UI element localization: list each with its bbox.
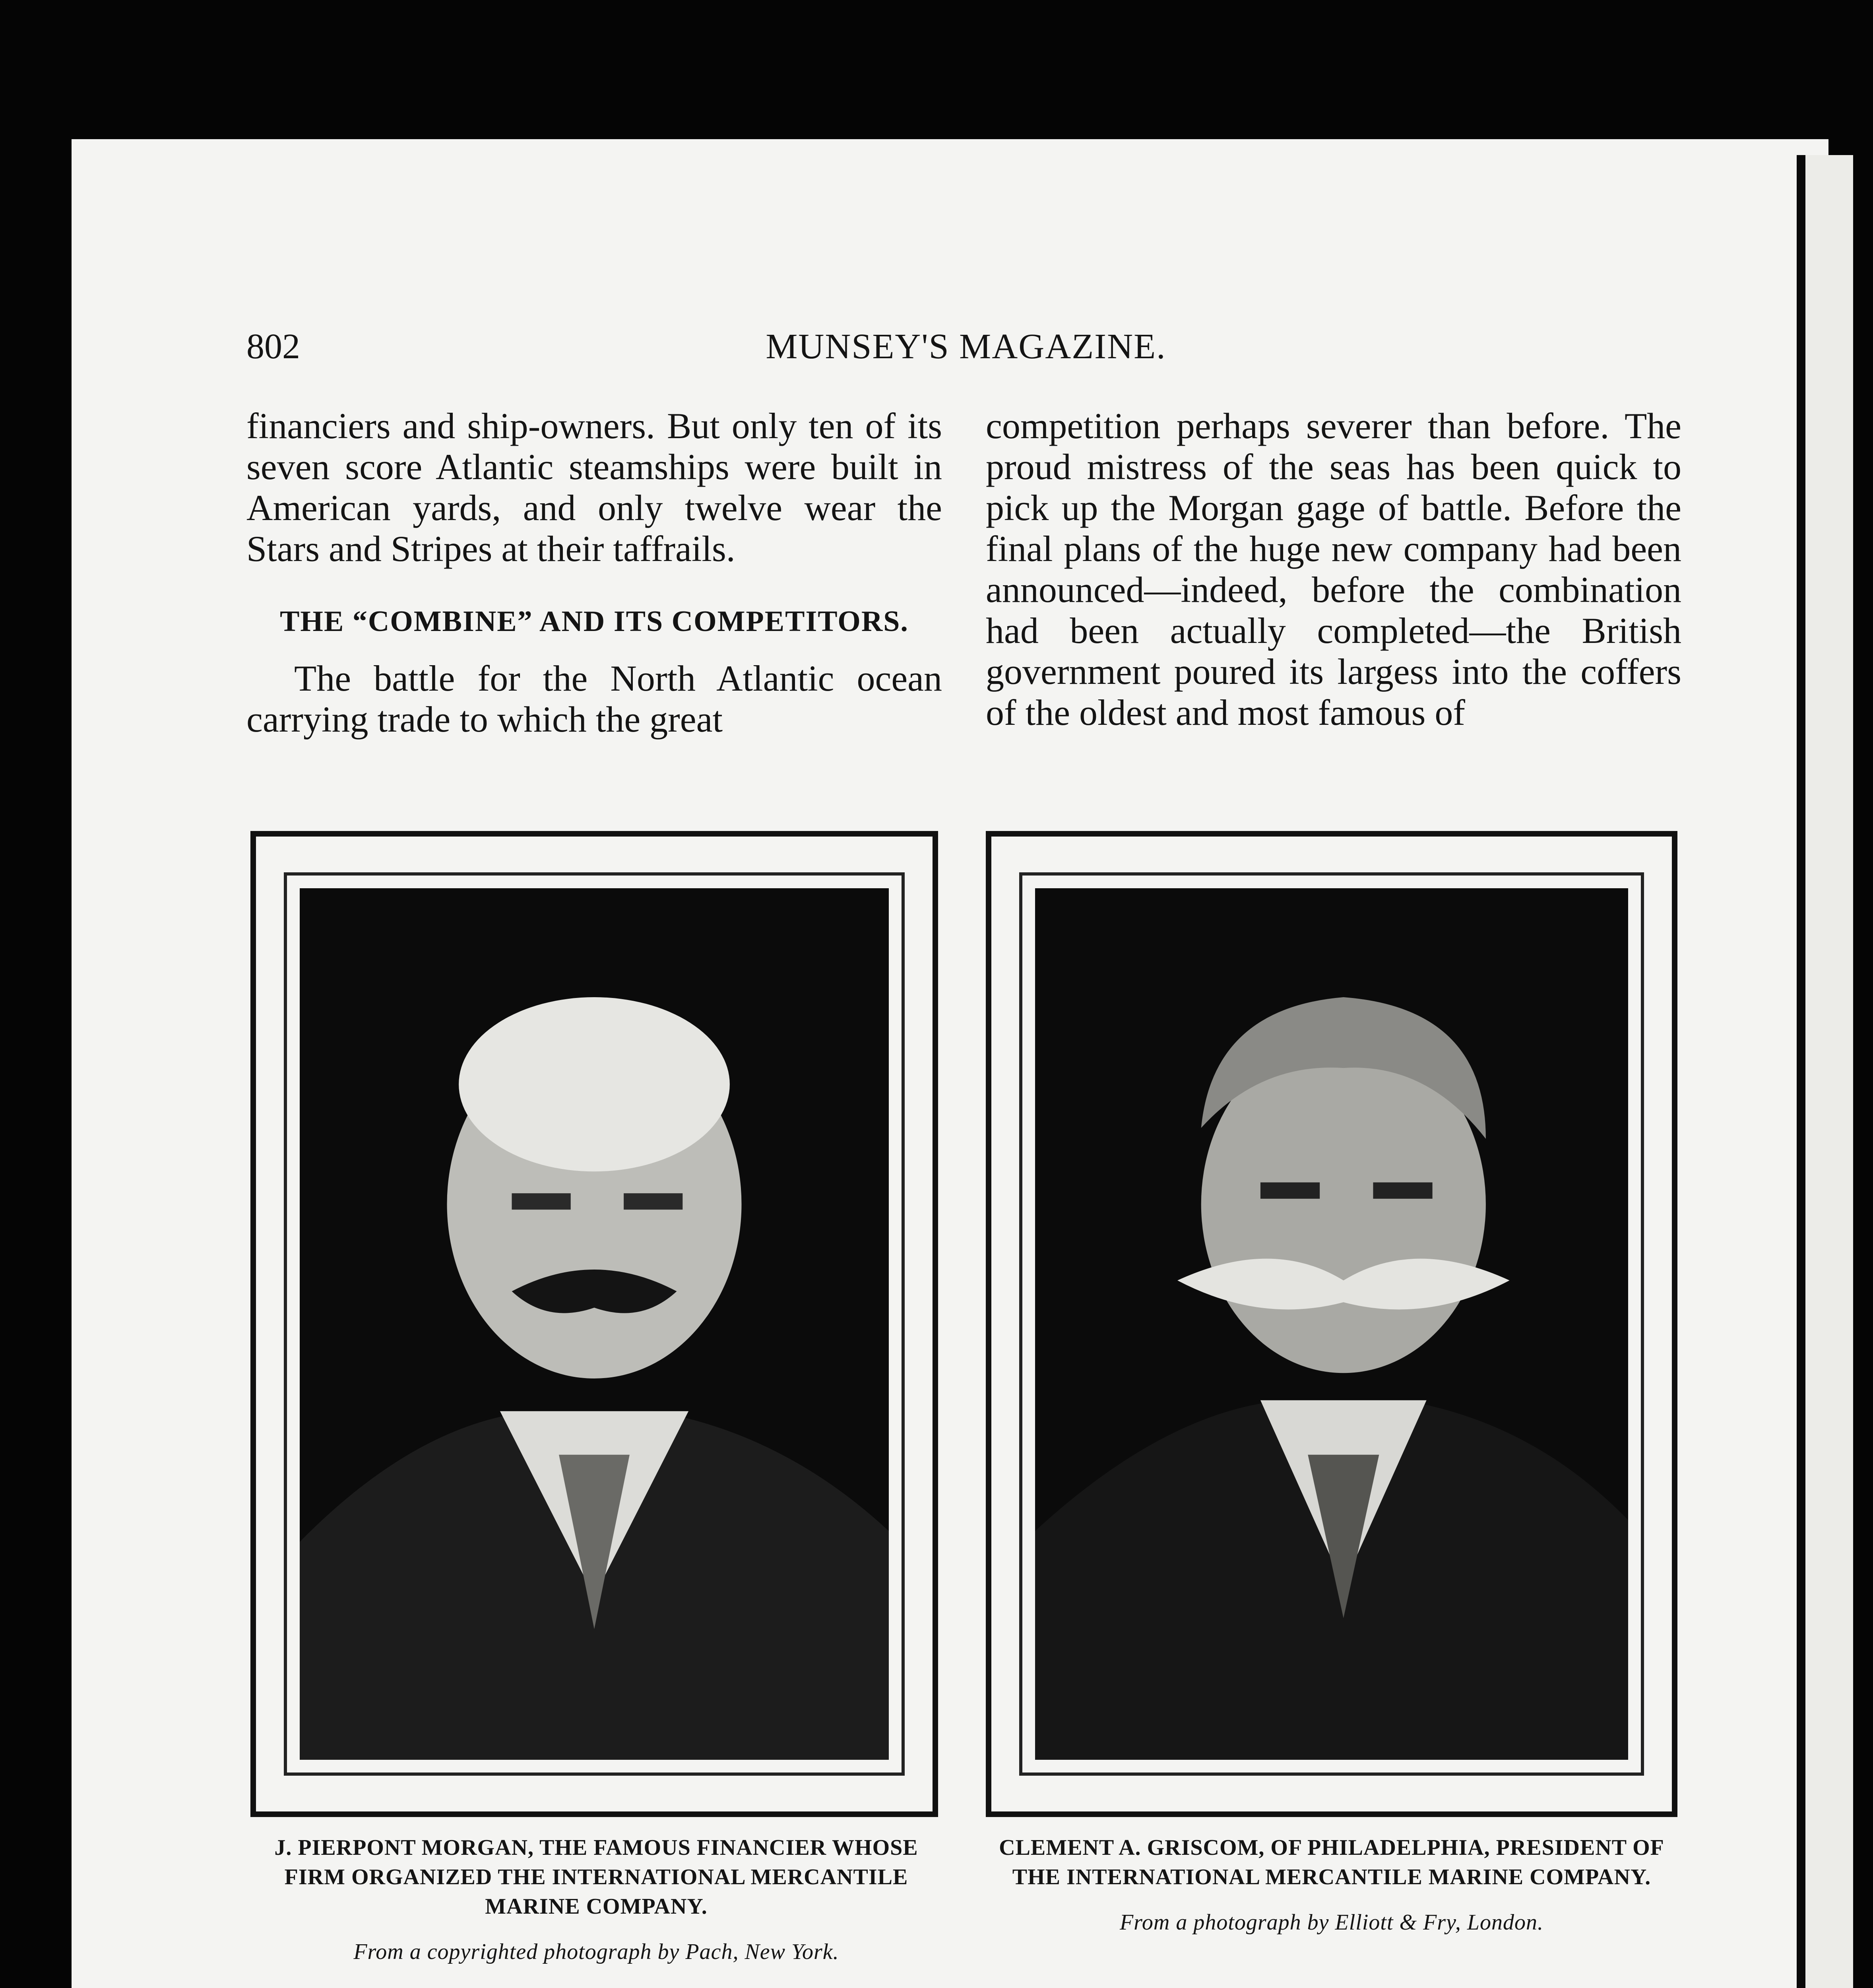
photo-credit: From a copyrighted photograph by Pach, New York. — [353, 1939, 839, 1964]
column-right-top — [986, 406, 1681, 733]
caption-morgan — [246, 1833, 946, 1967]
page-header — [246, 326, 1685, 374]
photo-credit: From a photograph by Elliott & Fry, London. — [1119, 1910, 1544, 1935]
page-number: 802 — [246, 327, 300, 366]
portrait-frame-griscom — [986, 831, 1677, 1817]
portrait-illustration — [1035, 888, 1628, 1760]
portrait-illustration — [300, 888, 889, 1760]
paragraph: competition perhaps severer than before. The proud mistress of the seas has been quick to pick up the Morgan gage of battle. Before the final plans of the huge new company had been announced—indeed, before the combination had been actually completed—the British government poured its largess into the coffers of the oldest and most famous of — [986, 406, 1681, 733]
adjacent-page-edge — [1797, 155, 1853, 1988]
paragraph: The battle for the North Atlantic ocean carrying trade to which the great — [246, 658, 942, 740]
caption-text: J. PIERPONT MORGAN, THE FAMOUS FINANCIER WHOSE FIRM ORGANIZED THE INTERNATIONAL MERCANTILE MARINE COMPANY. — [274, 1835, 918, 1919]
portrait-photo-morgan — [300, 888, 889, 1760]
column-left-top — [246, 406, 942, 740]
portrait-frame-morgan — [250, 831, 938, 1817]
caption-text: CLEMENT A. GRISCOM, OF PHILADELPHIA, PRESIDENT OF THE INTERNATIONAL MERCANTILE MARINE COMPANY. — [999, 1835, 1664, 1889]
portrait-photo-griscom — [1035, 888, 1628, 1760]
caption-griscom — [982, 1833, 1681, 1937]
running-title: MUNSEY'S MAGAZINE. — [766, 327, 1166, 366]
paragraph: financiers and ship-owners. But only ten of its seven score Atlantic steamships were built in American yards, and only twelve wear the Stars and Stripes at their taffrails. — [246, 406, 942, 569]
section-subhead: THE “COMBINE” AND ITS COMPETITORS. — [280, 605, 909, 638]
